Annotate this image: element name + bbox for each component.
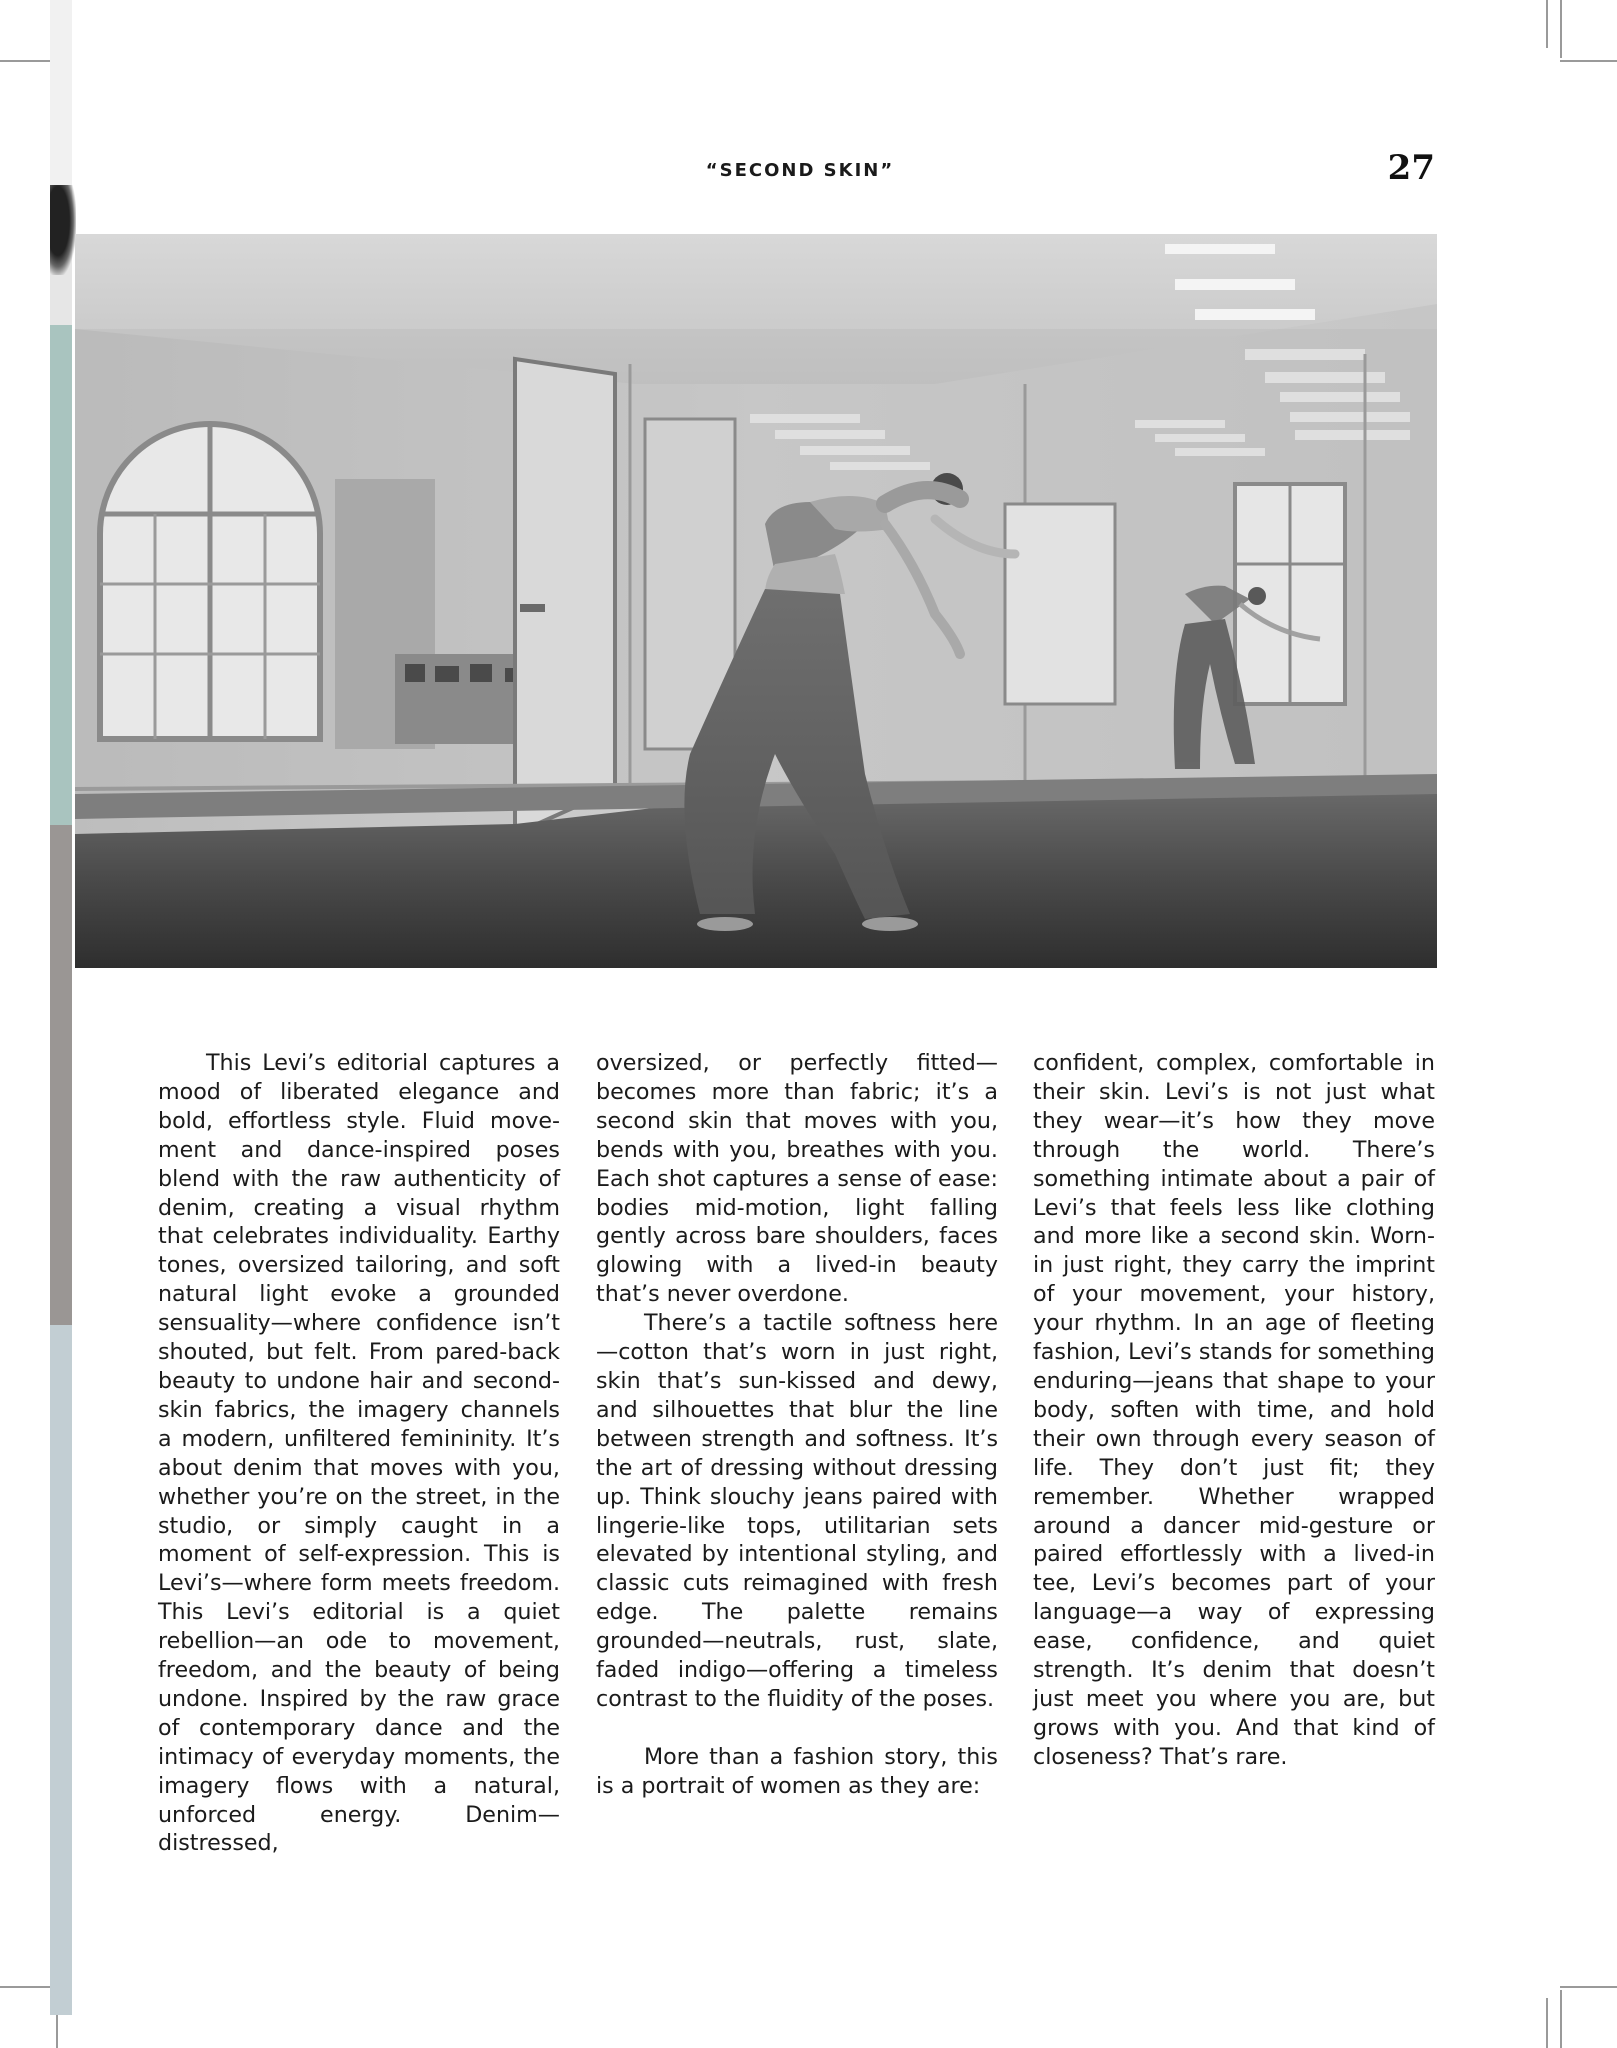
page-edge-strip: [50, 325, 72, 825]
article-paragraph: oversized, or perfectly fitted—becomes more than fabric; it’s a second skin that moves with you, bends with you, breathes with you. Each shot captures a sense of ease: bodies mid-motion, light falling gently across bare shoulders, faces glowing with a lived-in beauty that’s never overdone.: [596, 1050, 998, 1308]
crop-mark: [1560, 1986, 1617, 1988]
crop-mark: [1560, 0, 1562, 58]
page-edge-strip: [50, 0, 72, 190]
crop-mark: [1560, 60, 1617, 62]
page-edge-figure: [50, 185, 76, 275]
page-number: 27: [1387, 148, 1435, 188]
crop-mark: [1546, 0, 1548, 48]
article-paragraph: There’s a tactile softness here—cotton that’s worn in just right, skin that’s sun-kissed and dewy, and silhouettes that blur the line between strength and softness. It’s the art of dressing without dressing up. Think slouchy jeans paired with lingerie-like tops, utilitarian sets elevated by intentional styling, and classic cuts reimagined with fresh edge. The palette remains grounded—neutrals, rust, slate, faded indigo—offering a timeless contrast to the fluidity of the poses.: [596, 1310, 998, 1712]
page-edge-strip: [50, 1325, 72, 2015]
article-paragraph: More than a fashion story, this is a portrait of women as they are:: [596, 1743, 998, 1799]
page-edge-strip: [50, 825, 72, 1325]
dancer-photo-icon: [75, 234, 1437, 968]
article-paragraph: This Levi’s editorial captures a mood of liberated elegance and bold, effortless style. Fluid movement and dance-inspired poses blend with the raw authenticity of denim, creating a visual rhythm that celebrates individuality. Earthy tones, oversized tailoring, and soft natural light evoke a grounded sensuality—where confidence isn’t shouted, but felt. From pared-back beauty to undone hair and second-skin fabrics, the imagery channels a modern, unfiltered femininity. It’s about denim that moves with you, whether you’re on the street, in the studio, or simply caught in a moment of self-expression. This is Levi’s—where form meets freedom. This Levi’s editorial is a quiet rebellion—an ode to movement, freedom, and the beauty of being undone. Inspired by the raw grace of contemporary dance and the intimacy of everyday moments, the imagery flows with a natural, unforced energy. Denim—distressed,: [158, 1050, 560, 1857]
article-column-3: [1033, 1049, 1435, 1772]
crop-mark: [1546, 1998, 1548, 2048]
crop-mark: [1560, 1990, 1562, 2048]
article-paragraph: confident, complex, comfortable in their skin. Levi’s is not just what they wear—it’s how they move through the world. There’s something intimate about a pair of Levi’s that feels less like clothing and more like a second skin. Worn-in just right, they carry the imprint of your movement, your history, your rhythm. In an age of fleeting fashion, Levi’s stands for something enduring—jeans that shape to your body, soften with time, and hold their own through every season of life. They don’t just fit; they remember. Whether wrapped around a dancer mid-gesture or paired effortlessly with a lived-in tee, Levi’s becomes part of your language—a way of expressing ease, confidence, and quiet strength. It’s denim that doesn’t just meet you where you are, but grows with you. And that kind of closeness? That’s rare.: [1033, 1050, 1435, 1770]
article-column-2: [596, 1049, 998, 1801]
article-column-1: [158, 1049, 560, 1858]
running-head: “SECOND SKIN”: [705, 160, 895, 181]
